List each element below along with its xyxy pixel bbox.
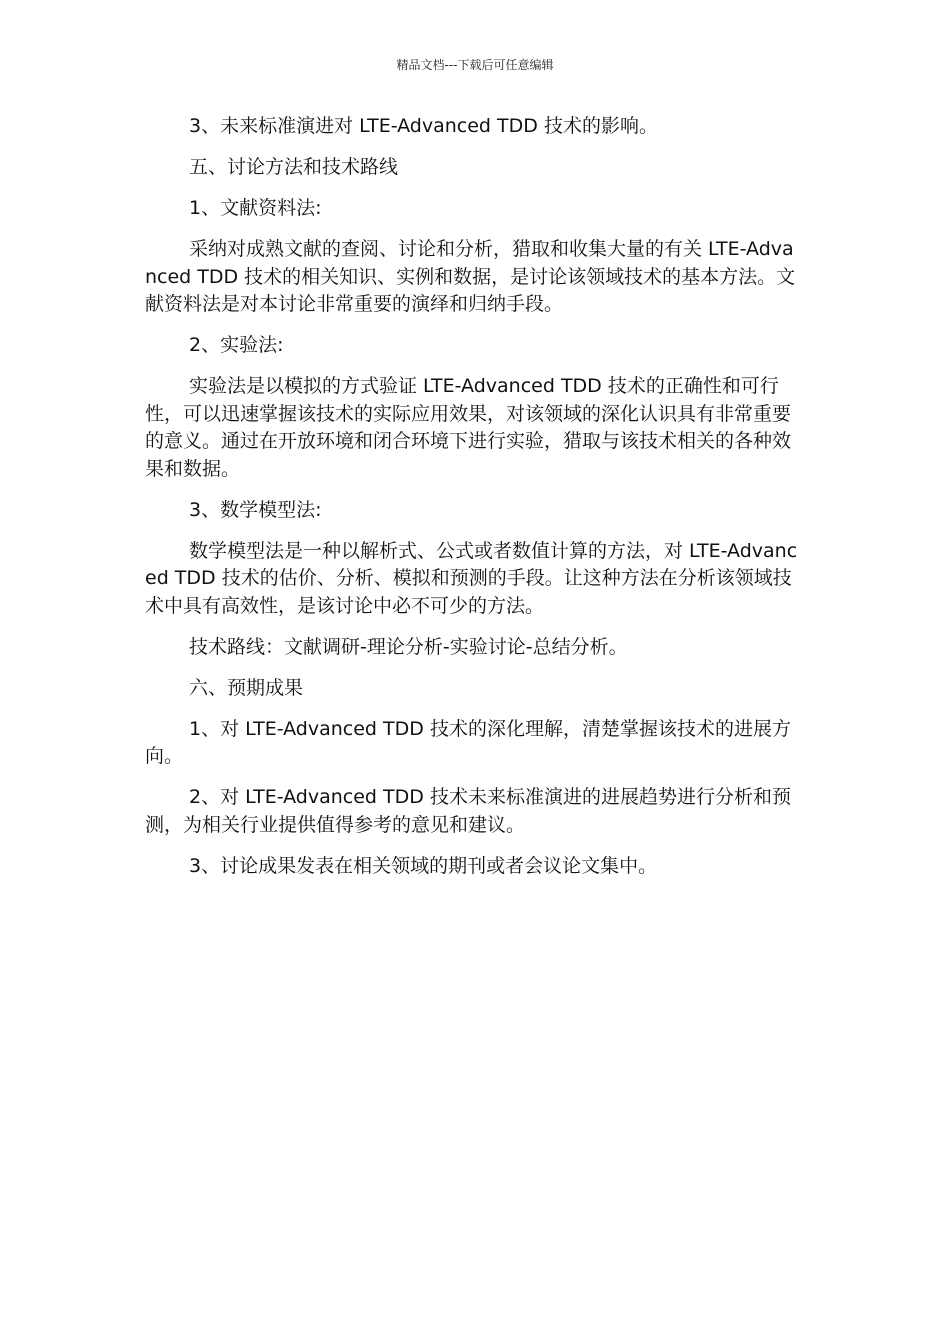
paragraph-experiment-method: 实验法是以模拟的方式验证 LTE-Advanced TDD 技术的正确性和可行性，可以迅速掌握该技术的实际应用效果，对该领域的深化认识具有非常重要的意义。通过在开放环境和闭合环境下进行实验，猎取与该技术相关的各种效果和数据。 <box>145 375 792 480</box>
section-heading-methods: 五、讨论方法和技术路线 <box>189 156 399 178</box>
paragraph-expected-result-2: 2、对 LTE-Advanced TDD 技术未来标准演进的进展趋势进行分析和预测，为相关行业提供值得参考的意见和建议。 <box>145 786 791 836</box>
paragraph-expected-result-1: 1、对 LTE-Advanced TDD 技术的深化理解，清楚掌握该技术的进展方向。 <box>145 717 791 767</box>
document-body <box>145 113 805 894</box>
subheading-experiment-method: 2、实验法: <box>189 334 284 356</box>
paragraph-math-model-method: 数学模型法是一种以解析式、公式或者数值计算的方法，对 LTE-Advanced TDD 技术的估价、分析、模拟和预测的手段。让这种方法在分析该领域技术中具有高效性，是该讨论中必不可少的方法。 <box>145 539 798 617</box>
subheading-math-model-method: 3、数学模型法: <box>189 498 322 521</box>
paragraph-expected-result-3: 3、讨论成果发表在相关领域的期刊或者会议论文集中。 <box>189 854 658 877</box>
paragraph-literature-method: 采纳对成熟文献的查阅、讨论和分析，猎取和收集大量的有关 LTE-Advanced TDD 技术的相关知识、实例和数据，是讨论该领域技术的基本方法。文献资料法是对本讨论非常重要的演绎和归纳手段。 <box>145 238 796 315</box>
paragraph-technical-route: 技术路线：文献调研-理论分析-实验讨论-总结分析。 <box>189 635 628 658</box>
section-heading-expected-results: 六、预期成果 <box>189 676 304 699</box>
page-header: 精品文档---下载后可任意编辑 <box>396 58 554 72</box>
subheading-literature-method: 1、文献资料法: <box>189 197 322 219</box>
paragraph-section-item-3: 3、未来标准演进对 LTE-Advanced TDD 技术的影响。 <box>189 115 658 137</box>
